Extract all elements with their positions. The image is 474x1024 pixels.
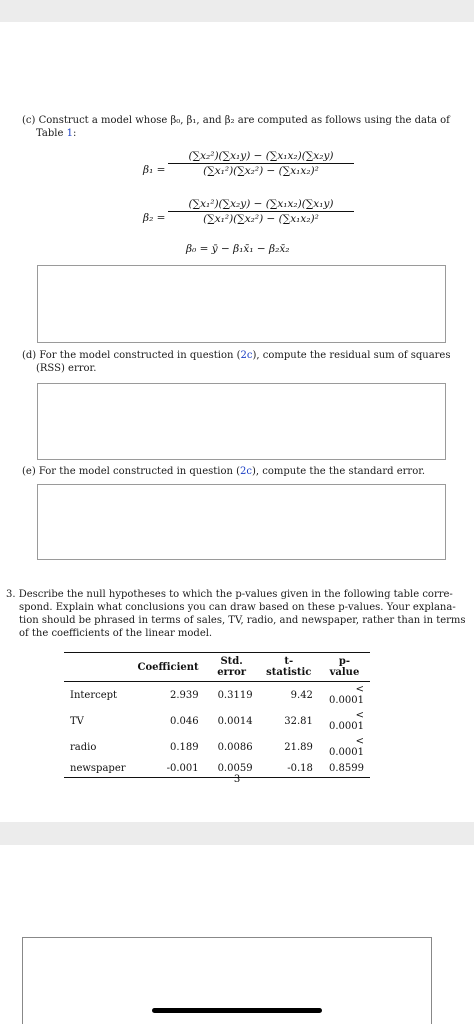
table-row: TV 0.046 0.0014 32.81 < 0.0001 (70, 710, 364, 732)
table-header-row (64, 653, 370, 682)
part-d-prompt-line2: (RSS) error. (36, 363, 97, 374)
part-d-prompt: (d) For the model constructed in question (2c), compute the residual sum of squares (22, 350, 451, 361)
beta1-numerator: (∑x₂²)(∑x₁y) − (∑x₁x₂)(∑x₂y) (168, 150, 354, 164)
page-4 (0, 845, 474, 1024)
part-c-prompt-line2: Table 1: (36, 128, 77, 139)
beta1-fraction (168, 150, 354, 177)
part-c-prompt: (c) Construct a model whose β₀, β₁, and β₂ are computed as follows using the data of (22, 115, 450, 126)
header-t-statistic: t-statistic (266, 656, 312, 678)
beta2-lhs: β₂ = (143, 212, 166, 224)
beta1-lhs: β₁ = (143, 164, 166, 176)
table-1-link[interactable]: 1 (66, 128, 73, 139)
question-3-prompt: 3. Describe the null hypotheses to which the p-values given in the following table corre- spond. Explain what conclusions you can draw based on these p-values. Your explana- tion should be phrased in terms of sales, TV, radio, and newspaper, rather than in terms of the coefficients of the linear model. (6, 589, 466, 639)
beta1-denominator: (∑x₁²)(∑x₂²) − (∑x₁x₂)² (203, 165, 319, 177)
header-coefficient: Coefficient (137, 661, 199, 673)
answer-box-c[interactable] (37, 265, 446, 343)
header-p-value: p-value (329, 656, 360, 678)
table-row: newspaper -0.001 0.0059 -0.18 0.8599 (64, 760, 370, 777)
page-number: 3 (233, 774, 241, 785)
answer-box-e[interactable] (37, 484, 446, 560)
header-std-error: Std. error (217, 656, 247, 678)
home-indicator[interactable] (152, 1008, 322, 1013)
beta2-numerator: (∑x₁²)(∑x₂y) − (∑x₁x₂)(∑x₁y) (168, 198, 354, 212)
answer-box-d[interactable] (37, 383, 446, 460)
table-row: radio 0.189 0.0086 21.89 < 0.0001 (70, 736, 364, 758)
question-2c-link[interactable]: 2c (240, 350, 253, 361)
question-2c-link-e[interactable]: 2c (240, 466, 253, 477)
part-e-prompt: (e) For the model constructed in question (2c), compute the the standard error. (22, 466, 426, 477)
beta2-denominator: (∑x₁²)(∑x₂²) − (∑x₁x₂)² (203, 213, 319, 225)
page-3 (0, 22, 474, 822)
regression-table (64, 652, 370, 778)
beta2-fraction (168, 198, 354, 225)
header-blank (64, 653, 132, 682)
beta0-equation: β₀ = ȳ − β₁x̄₁ − β₂x̄₂ (186, 243, 290, 255)
table-row: Intercept 2.939 0.3119 9.42 < 0.0001 (70, 684, 364, 706)
